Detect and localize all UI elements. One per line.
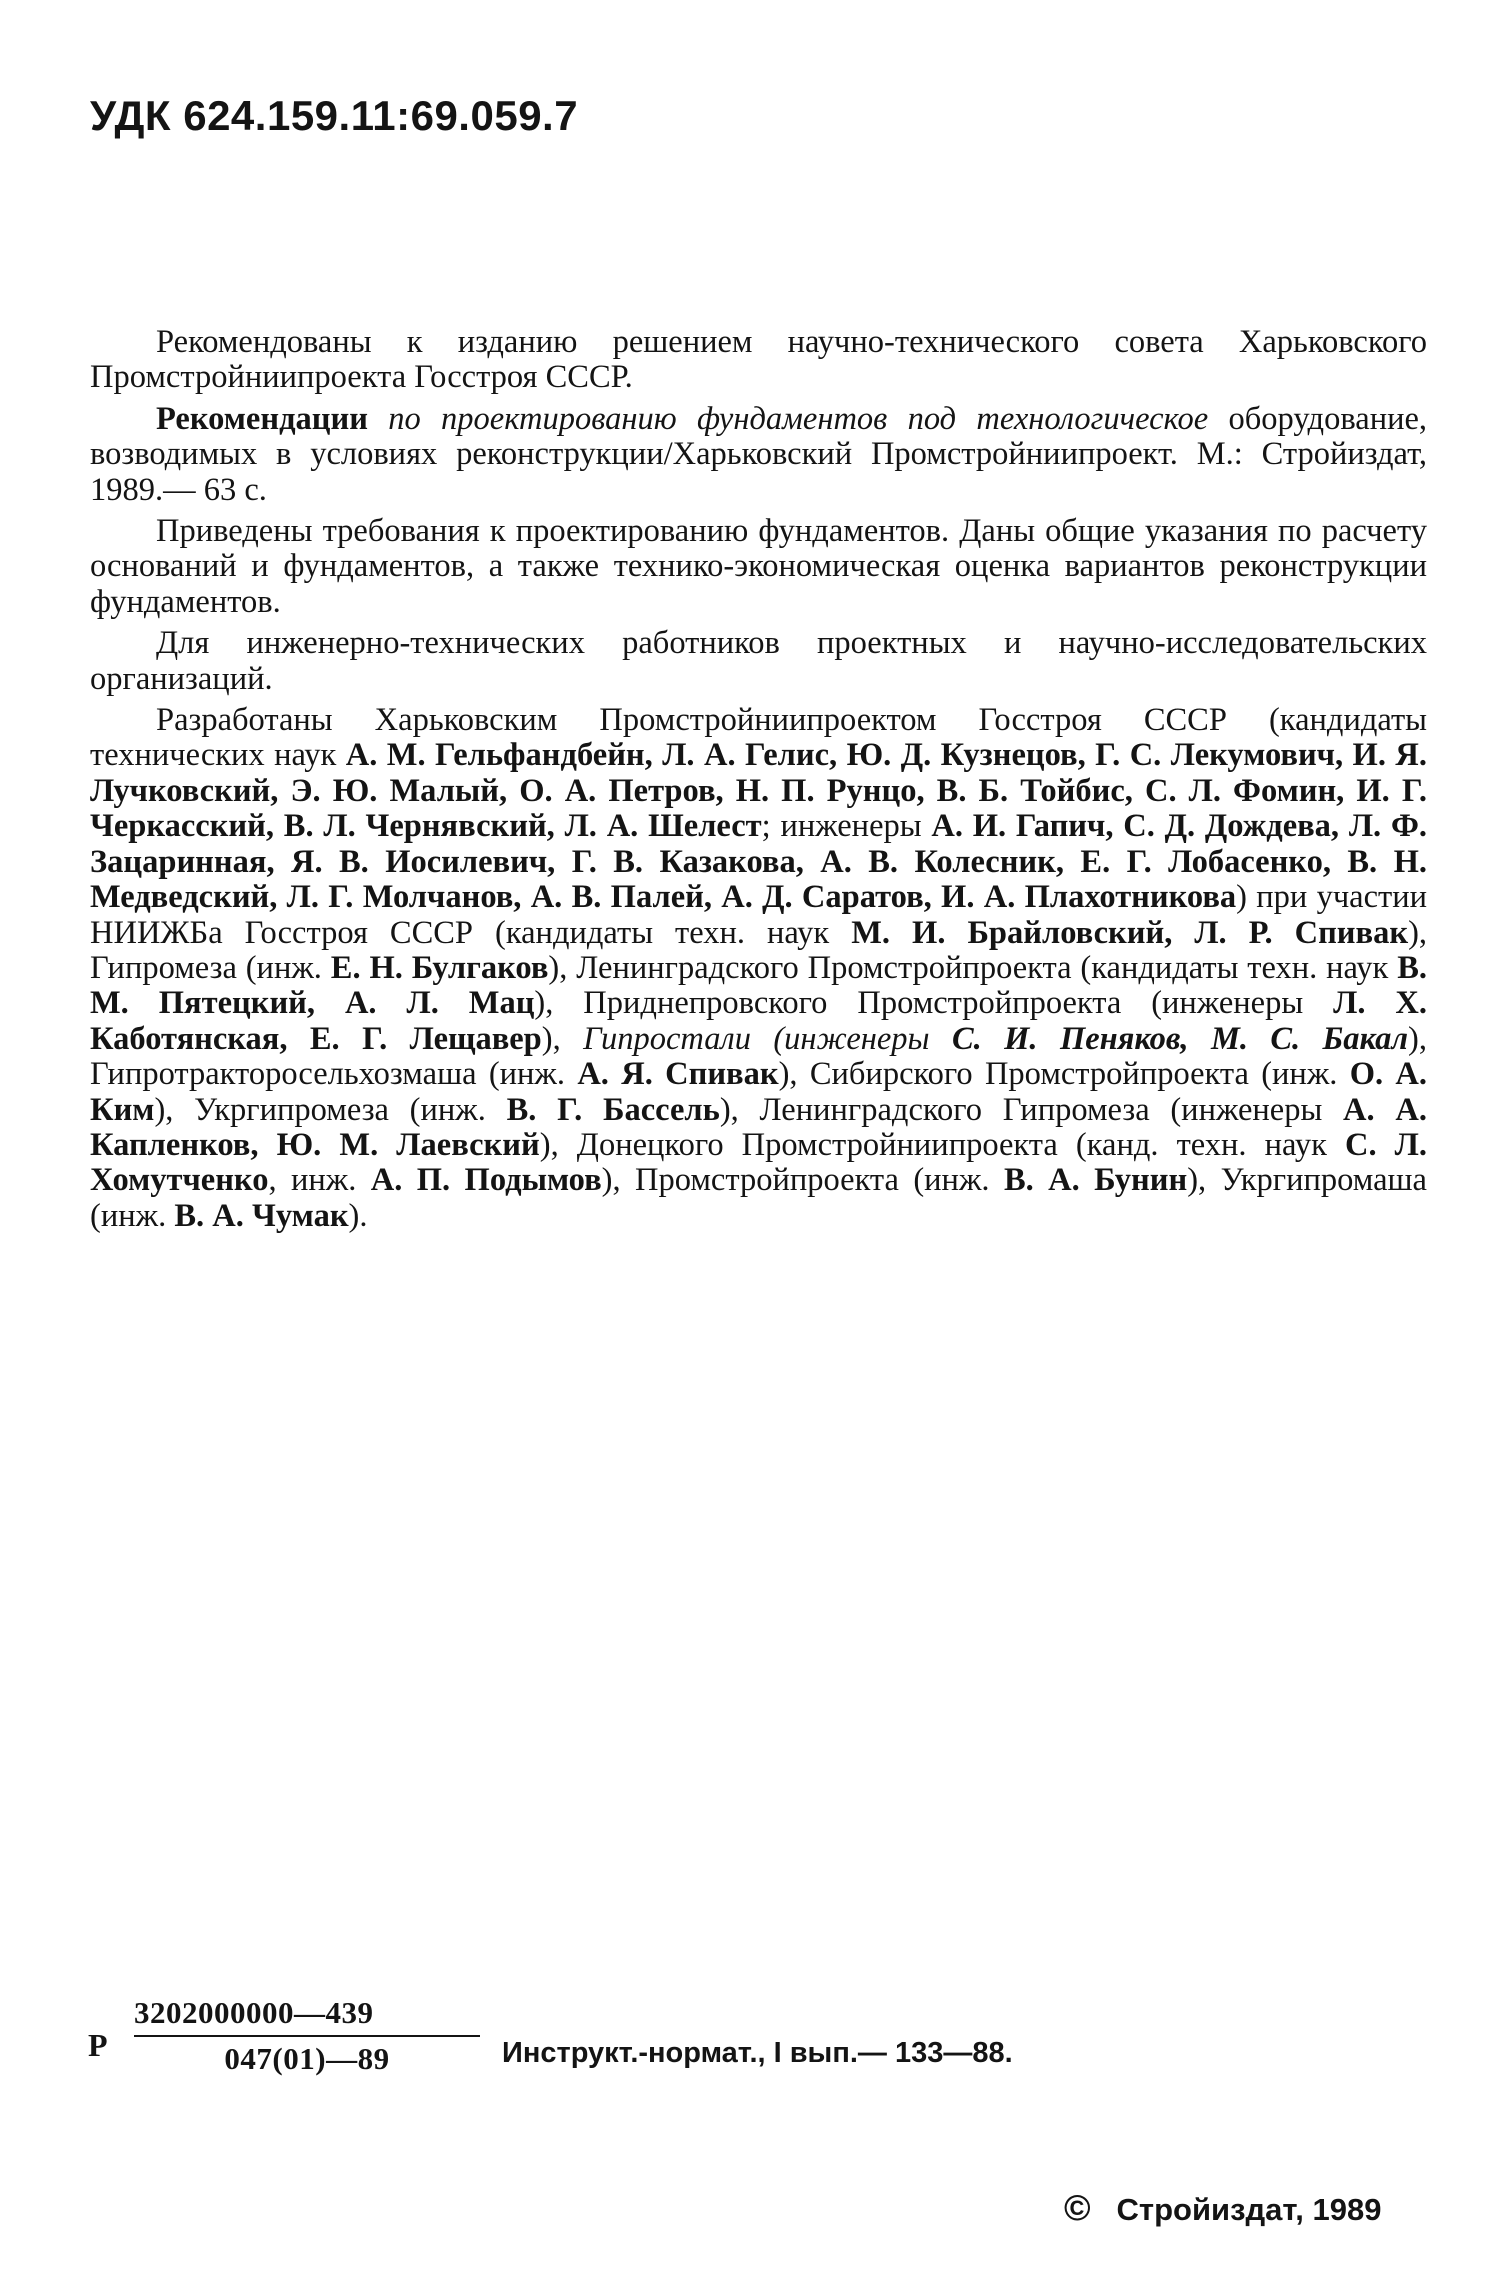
authors-segment: А. Я. Спивак (577, 1056, 779, 1093)
summary-paragraph: Приведены требования к проектированию фундаментов. Даны общие указания по расчету оснований и фундаментов, а также технико-экономическая оценка вариантов реконструкции фундаментов. (90, 513, 1427, 620)
authors-segment: Гипростали (инженеры (583, 1020, 952, 1057)
authors-segment: Разработаны Харьковским Промстройниипроектом Госстроя СССР (кандидаты технических наук (90, 702, 1427, 774)
code-numerator: 3202000000—439 (134, 1995, 480, 2037)
book-title-rest: по проектированию фундаментов под технологическое (388, 400, 1209, 437)
authors-segment: ; инженеры (761, 808, 932, 845)
udk-code: УДК 624.159.11:69.059.7 (90, 92, 579, 139)
book-title-lead: Рекомендации (156, 400, 368, 437)
authors-segment: ), Ленинградского Промстройпроекта (кандидаты техн. наук (548, 949, 1398, 986)
authors-segment: ), Гипротракторосельхозмаша (инж. (90, 1020, 1427, 1093)
code-fraction (134, 1995, 480, 2077)
authors-paragraph (90, 703, 1427, 1234)
recommendation-paragraph: Рекомендованы к изданию решением научно-технического совета Харьковского Промстройниипроекта Госстроя СССР. (90, 324, 1427, 396)
authors-segment: О. А. Ким (90, 1056, 1428, 1128)
copyright-symbol: © (1064, 2187, 1091, 2228)
bibliographic-paragraph (90, 402, 1427, 508)
authors-segment: В. А. Бунин (1003, 1162, 1188, 1199)
code-description: Инструкт.-нормат., I вып.— 133—88. (502, 2037, 1013, 2069)
authors-segment: В. Г. Бассель (506, 1091, 720, 1128)
authors-segment: ), (541, 1020, 584, 1057)
authors-segment: ). (348, 1197, 368, 1234)
authors-segment: М. И. Брайловский, Л. Р. Спивак (851, 914, 1409, 951)
audience-paragraph: Для инженерно-технических работников проектных и научно-исследовательских организаций. (90, 625, 1427, 697)
authors-segment: , инж. (268, 1162, 371, 1199)
authors-segment: ), Ленинградского Гипромеза (инженеры (719, 1091, 1344, 1128)
authors-segment: А. И. Гапич, С. Д. Дождева, Л. Ф. Зацаринная, Я. В. Иосилевич, Г. В. Казакова, А. В. Колесник, Е. Г. Лобасенко, В. Н. Медведский, Л. Г. Молчанов, А. В. Палей, А. Д. Саратов, И. А. Плахотникова (90, 808, 1427, 916)
code-denominator: 047(01)—89 (224, 2041, 390, 2076)
code-prefix: Р (88, 2027, 108, 2063)
copyright-line (1064, 2187, 1381, 2229)
authors-segment: ), Гипромеза (инж. (90, 914, 1428, 986)
authors-segment: ), Приднепровского Промстройпроекта (инженеры (534, 985, 1334, 1022)
authors-segment: В. М. Пятецкий, А. Л. Мац (90, 949, 1428, 1022)
authors-segment: С. И. Пеняков, М. С. Бакал (951, 1020, 1409, 1057)
authors-segment: ), Промстройпроекта (инж. (601, 1162, 1004, 1199)
authors-segment: ), Укргипромаша (инж. (90, 1162, 1427, 1234)
bibliographic-details: оборудование, возводимых в условиях реконструкции/Харьковский Промстройниипроект. М.: Стройиздат, 1989.— 63 с. (90, 400, 1428, 508)
authors-segment: А. П. Подымов (370, 1162, 602, 1199)
authors-segment: С. Л. Хомутченко (90, 1126, 1428, 1199)
authors-segment: ), Укргипромеза (инж. (154, 1091, 507, 1128)
authors-segment: Л. Х. Каботянская, Е. Г. Лещавер (90, 985, 1427, 1057)
copyright-publisher: Стройиздат, 1989 (1116, 2192, 1382, 2227)
authors-segment: ), Донецкого Промстройниипроекта (канд. техн. наук (539, 1126, 1345, 1163)
authors-segment: ) при участии НИИЖБа Госстроя СССР (кандидаты техн. наук (90, 879, 1428, 951)
authors-segment: Е. Н. Булгаков (330, 949, 549, 986)
authors-segment: ), Сибирского Промстройпроекта (инж. (778, 1056, 1350, 1093)
authors-segment: А. М. Гельфандбейн, Л. А. Гелис, Ю. Д. Кузнецов, Г. С. Лекумович, И. Я. Лучковский, Э. Ю. Малый, О. А. Петров, Н. П. Рунцо, В. Б. Тойбис, С. Л. Фомин, И. Г. Черкасский, В. Л. Чернявский, Л. А. Шелест (90, 737, 1427, 845)
annotation-text (90, 325, 1427, 1234)
authors-segment: А. А. Капленков, Ю. М. Лаевский (90, 1091, 1427, 1163)
authors-segment: В. А. Чумак (174, 1197, 349, 1234)
